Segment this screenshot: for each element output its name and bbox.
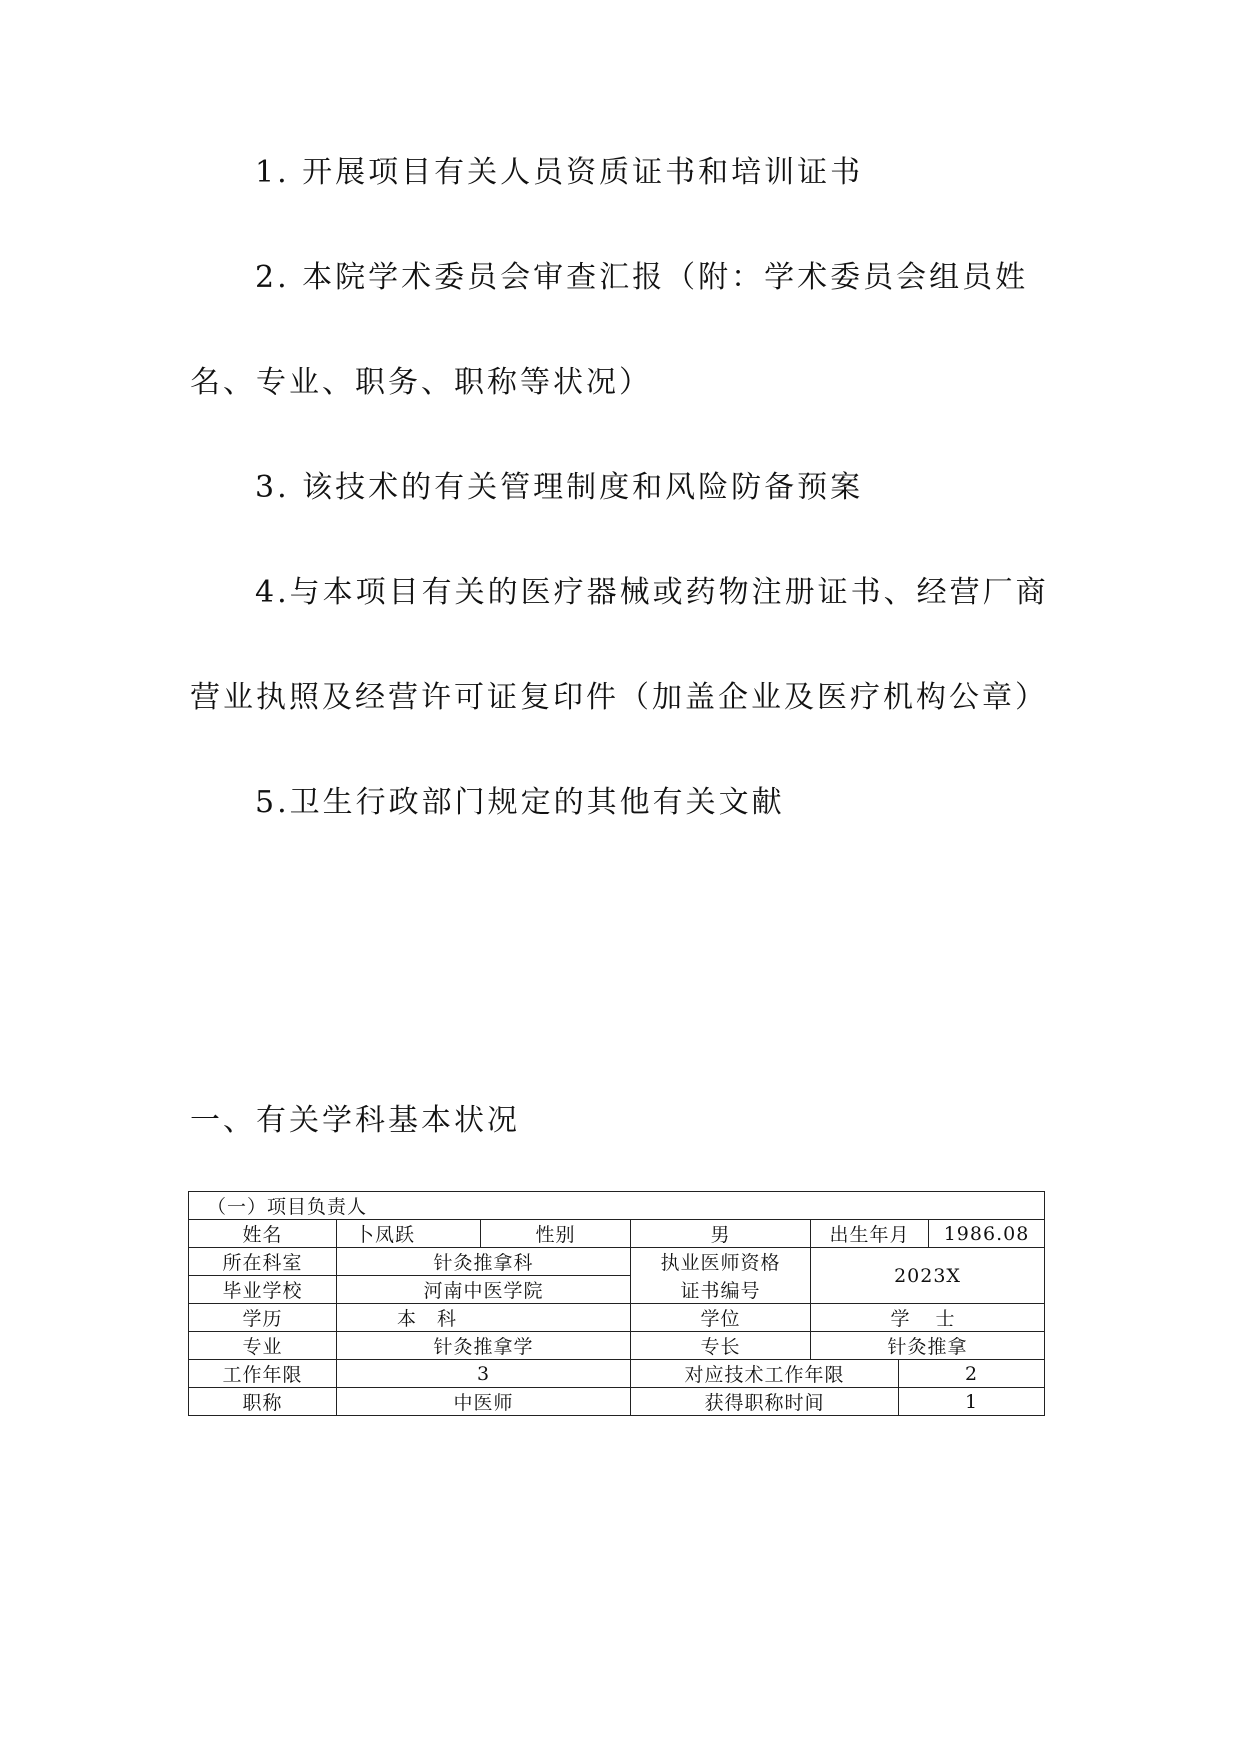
tech-years-label: 对应技术工作年限	[631, 1360, 899, 1388]
paragraph-1: 1. 开展项目有关人员资质证书和培训证书	[255, 155, 864, 190]
dept-label: 所在科室	[189, 1248, 337, 1276]
work-years-value: 3	[337, 1360, 631, 1388]
work-years-label: 工作年限	[189, 1360, 337, 1388]
name-value: 卜凤跃	[337, 1220, 481, 1248]
specialty-value: 针灸推拿	[811, 1332, 1045, 1360]
education-label: 学历	[189, 1304, 337, 1332]
degree-value: 学 士	[811, 1304, 1045, 1332]
paragraph-4-line-1: 4.与本项目有关的医疗器械或药物注册证书、经营厂商	[255, 575, 1049, 610]
dept-value: 针灸推拿科	[337, 1248, 631, 1276]
project-leader-table-wrap	[188, 1191, 1044, 1416]
tech-years-value: 2	[899, 1360, 1045, 1388]
major-label: 专业	[189, 1332, 337, 1360]
table-row-education	[189, 1304, 1045, 1332]
paragraph-4-line-2: 营业执照及经营许可证复印件（加盖企业及医疗机构公章）	[190, 680, 1048, 715]
degree-label: 学位	[631, 1304, 811, 1332]
license-value: 2023X	[811, 1248, 1045, 1304]
name-label: 姓名	[189, 1220, 337, 1248]
table-caption: （一）项目负责人	[189, 1192, 1045, 1220]
paragraph-2-line-1: 2. 本院学术委员会审查汇报（附：学术委员会组员姓	[255, 260, 1029, 295]
table-row-name	[189, 1220, 1045, 1248]
title-label: 职称	[189, 1388, 337, 1416]
paragraph-3: 3. 该技术的有关管理制度和风险防备预案	[255, 470, 864, 505]
major-value: 针灸推拿学	[337, 1332, 631, 1360]
project-leader-table	[188, 1191, 1045, 1416]
title-value: 中医师	[337, 1388, 631, 1416]
school-label: 毕业学校	[189, 1276, 337, 1304]
specialty-label: 专长	[631, 1332, 811, 1360]
license-label-line-2: 证书编号	[631, 1276, 811, 1304]
birth-value: 1986.08	[929, 1220, 1045, 1248]
table-row-title	[189, 1388, 1045, 1416]
paragraph-2-line-2: 名、专业、职务、职称等状况）	[190, 365, 652, 400]
table-row-major	[189, 1332, 1045, 1360]
table-row-caption	[189, 1192, 1045, 1220]
license-label-line-1: 执业医师资格	[631, 1248, 811, 1276]
section-heading: 一、有关学科基本状况	[190, 1103, 520, 1138]
gender-label: 性别	[481, 1220, 631, 1248]
birth-label: 出生年月	[811, 1220, 929, 1248]
title-time-value: 1	[899, 1388, 1045, 1416]
school-value: 河南中医学院	[337, 1276, 631, 1304]
title-time-label: 获得职称时间	[631, 1388, 899, 1416]
table-row-work-years	[189, 1360, 1045, 1388]
education-value: 本 科	[337, 1304, 631, 1332]
paragraph-5: 5.卫生行政部门规定的其他有关文献	[255, 785, 785, 820]
table-row-dept	[189, 1248, 1045, 1276]
gender-value: 男	[631, 1220, 811, 1248]
